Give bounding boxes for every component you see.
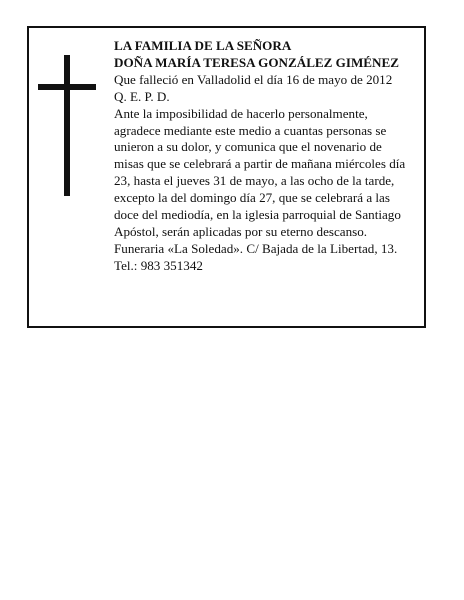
heading-line-1: LA FAMILIA DE LA SEÑORA: [114, 38, 292, 53]
cross-horizontal-bar: [38, 84, 96, 90]
body-line: Apóstol, serán aplicadas por su eterno descanso.: [114, 223, 368, 239]
funeral-home-line: Funeraria «La Soledad». C/ Bajada de la Libertad, 13.: [114, 240, 398, 256]
cross-icon: [38, 55, 96, 196]
body-line: misas que se celebrará a partir de mañana miércoles día: [114, 156, 406, 172]
heading-line-2: DOÑA MARÍA TERESA GONZÁLEZ GIMÉNEZ: [114, 54, 399, 70]
body-line: excepto la del domingo día 27, que se celebrará a las: [114, 190, 390, 206]
body-line: agradece mediante este medio a cuantas personas se: [114, 122, 387, 138]
body-line: unieron a su dolor, y comunica que el novenario de: [114, 139, 382, 155]
cross-vertical-bar: [64, 55, 70, 196]
qepd-line: Q. E. P. D.: [114, 88, 170, 104]
phone-line: Tel.: 983 351342: [114, 257, 203, 273]
notice-text: [114, 38, 414, 275]
body-line: doce del mediodía, en la iglesia parroquial de Santiago: [114, 207, 401, 223]
body-line: 23, hasta el jueves 31 de mayo, a las ocho de la tarde,: [114, 173, 395, 189]
death-line: Que falleció en Valladolid el día 16 de mayo de 2012: [114, 71, 393, 87]
body-line: Ante la imposibilidad de hacerlo personalmente,: [114, 105, 368, 121]
